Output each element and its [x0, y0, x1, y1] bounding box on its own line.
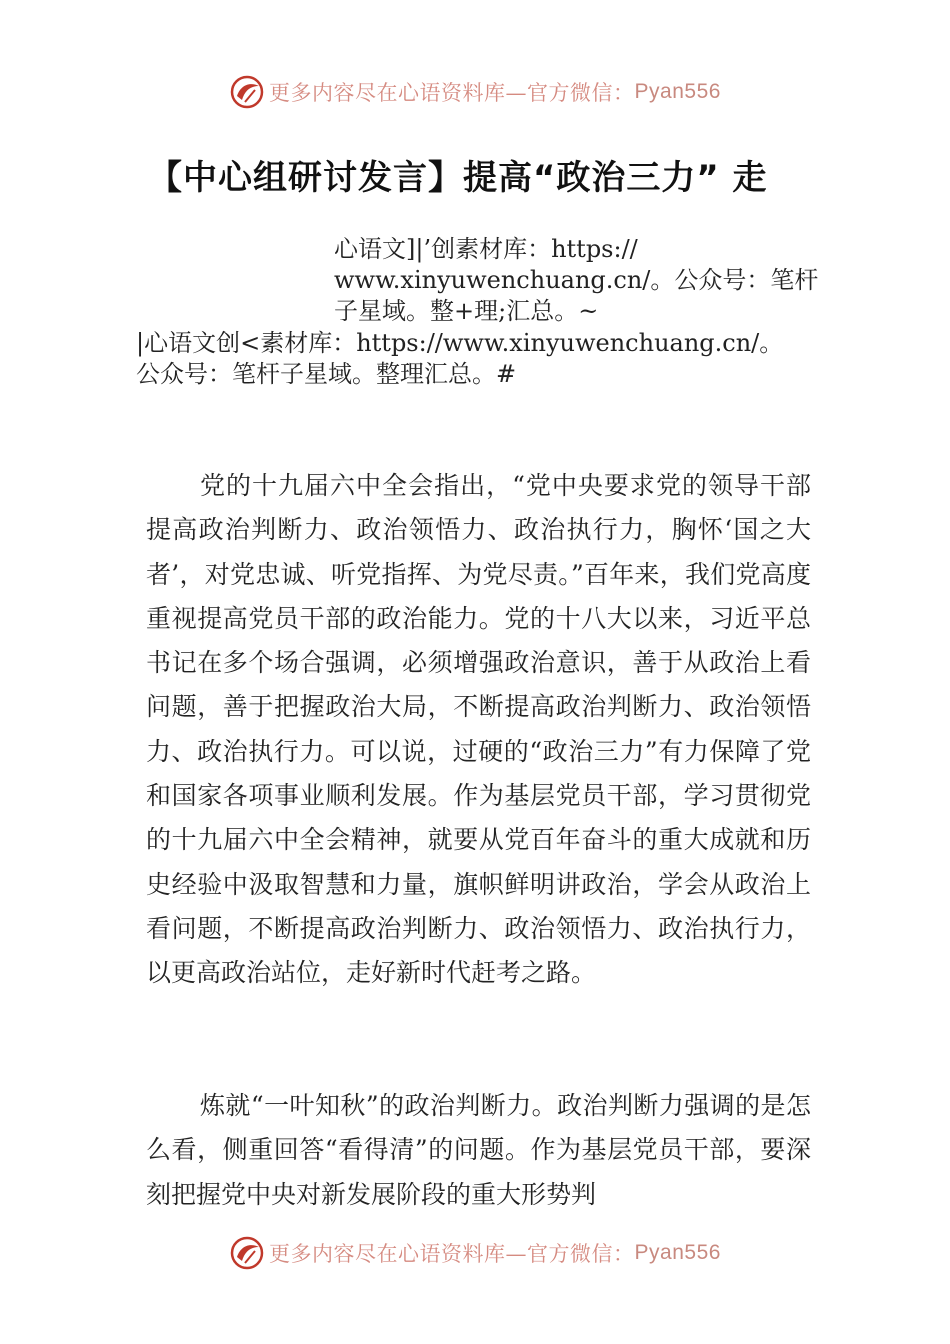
source-note-2: |心语文创<素材库：https://www.xinyuwenchuang.cn/。 公众号：笔杆子星域。整理汇总。# — [136, 329, 784, 388]
body-paragraph-2: 炼就“一叶知秋”的政治判断力。政治判断力强调的是怎么看，侧重回答“看得清”的问题。作为基层党员干部，要深刻把握党中央对新发展阶段的重大形势判 — [146, 1091, 811, 1209]
watermark-wechat-id: Pyan556 — [634, 1241, 721, 1264]
watermark-banner-bottom — [0, 1233, 950, 1273]
watermark-text: 更多内容尽在心语资料库—官方微信： — [269, 1242, 635, 1266]
xinyu-logo-icon — [229, 1235, 265, 1271]
watermark-text: 更多内容尽在心语资料库—官方微信： — [269, 81, 635, 105]
watermark-wechat-id: Pyan556 — [634, 80, 721, 103]
watermark-banner-top — [0, 72, 950, 112]
body-paragraph-1: 党的十九届六中全会指出，“党中央要求党的领导干部提高政治判断力、政治领悟力、政治执行力，胸怀‘国之大者’，对党忠诚、听党指挥、为党尽责。”百年来，我们党高度重视提高党员干部的政治能力。党的十八大以来，习近平总书记在多个场合强调，必须增强政治意识，善于从政治上看问题，善于把握政治大局，不断提高政治判断力、政治领悟力、政治执行力。可以说，过硬的“政治三力”有力保障了党和国家各项事业顺利发展。作为基层党员干部，学习贯彻党的十九届六中全会精神，就要从党百年奋斗的重大成就和历史经验中汲取智慧和力量，旗帜鲜明讲政治，学会从政治上看问题，不断提高政治判断力、政治领悟力、政治执行力，以更高政治站位，走好新时代赶考之路。 — [146, 471, 811, 988]
source-note-1: 心语文]|’创素材库：https:// www.xinyuwenchuang.cn/。公众号：笔杆 子星域。整+理;汇总。~ — [334, 235, 819, 325]
xinyu-logo-icon — [229, 74, 265, 110]
document-title: 【中心组研讨发言】提高“政治三力” 走 — [148, 158, 768, 198]
